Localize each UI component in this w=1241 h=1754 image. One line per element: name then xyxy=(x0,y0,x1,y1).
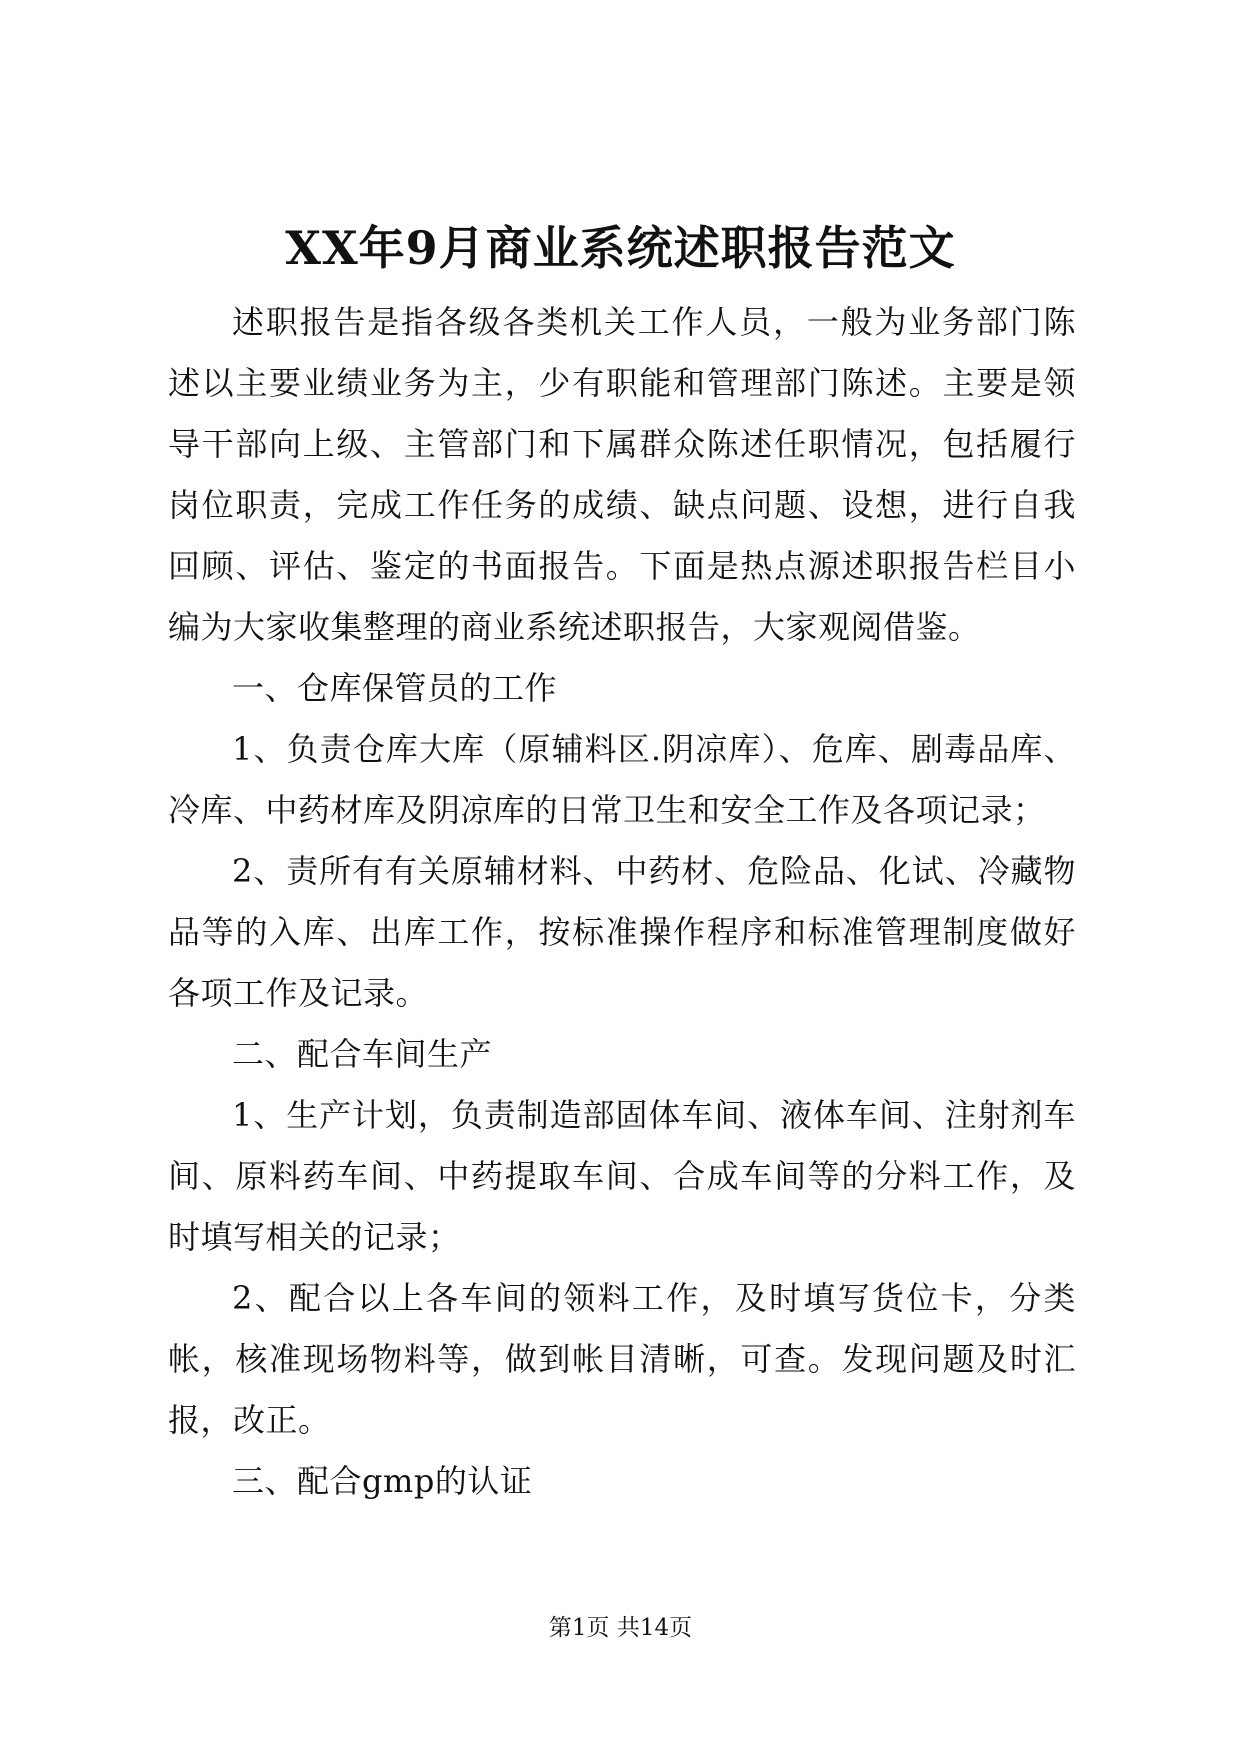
page-footer: 第1页 共14页 xyxy=(548,1615,693,1641)
section-1-item-2: 2、责所有有关原辅材料、中药材、危险品、化试、冷藏物品等的入库、出库工作，按标准操作程序和标准管理制度做好各项工作及记录。 xyxy=(168,852,1076,1012)
section-1-item-1: 1、负责仓库大库（原辅料区.阴凉库）、危库、剧毒品库、冷库、中药材库及阴凉库的日常卫生和安全工作及各项记录； xyxy=(168,730,1076,829)
section-heading-3: 三、配合gmp的认证 xyxy=(232,1462,533,1500)
document-body xyxy=(168,292,1076,1512)
document-title: XX年9月商业系统述职报告范文 xyxy=(285,221,956,275)
section-heading-1: 一、仓库保管员的工作 xyxy=(232,669,558,707)
section-2-item-2: 2、配合以上各车间的领料工作，及时填写货位卡，分类帐，核准现场物料等，做到帐目清晰，可查。发现问题及时汇报，改正。 xyxy=(168,1279,1076,1439)
intro-paragraph: 述职报告是指各级各类机关工作人员，一般为业务部门陈述以主要业绩业务为主，少有职能和管理部门陈述。主要是领导干部向上级、主管部门和下属群众陈述任职情况，包括履行岗位职责，完成工作任务的成绩、缺点问题、设想，进行自我回顾、评估、鉴定的书面报告。下面是热点源述职报告栏目小编为大家收集整理的商业系统述职报告，大家观阅借鉴。 xyxy=(168,303,1076,646)
section-2-item-1: 1、生产计划，负责制造部固体车间、液体车间、注射剂车间、原料药车间、中药提取车间、合成车间等的分料工作，及时填写相关的记录； xyxy=(168,1096,1076,1256)
section-heading-2: 二、配合车间生产 xyxy=(232,1035,493,1073)
